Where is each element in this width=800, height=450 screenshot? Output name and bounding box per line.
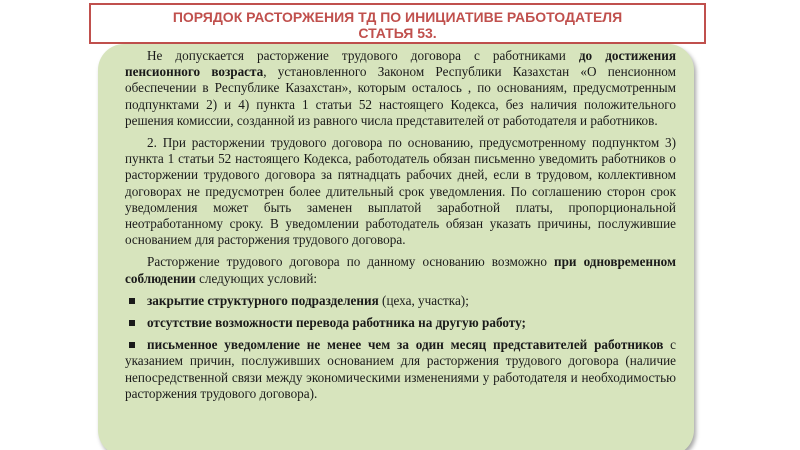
condition-2-bold: отсутствие возможности перевода работника на другую работу; <box>147 315 526 331</box>
paragraph-1-bold: до достижения пенсионного возраста <box>125 48 676 80</box>
paragraph-3-bold: при одновременном соблюдении <box>125 254 676 286</box>
slide-title-box <box>89 3 706 44</box>
list-item <box>125 337 676 402</box>
paragraph-1-text-b: , установленного Законом Республики Казахстан «О пенсионном обеспечении в Республике Казахстан», которым осталось , по основаниям, предусмотренным подпунктами 2) и 4) пункта 1 статьи 52 настоящего Кодекса, без наличия положительного решения комиссии, созданной из равного числа представителей от работодателя и работников. <box>125 64 676 128</box>
square-bullet-icon <box>129 342 135 348</box>
list-item <box>125 315 676 331</box>
condition-3-rest: с указанием причин, послуживших основанием для расторжения трудового договора (наличие непосредственной связи между экономическими изменениями у работодателя и необходимостью расторжения трудового договора). <box>125 337 676 401</box>
list-item <box>125 293 676 309</box>
slide-title-line1: ПОРЯДОК РАСТОРЖЕНИЯ ТД ПО ИНИЦИАТИВЕ РАБОТОДАТЕЛЯ <box>172 9 623 25</box>
condition-1-rest: (цеха, участка); <box>378 292 469 308</box>
slide-title-line2: СТАТЬЯ 53. <box>358 25 437 41</box>
paragraph-3-text-b: следующих условий: <box>195 270 318 286</box>
paragraph-conditions-intro <box>125 254 676 286</box>
paragraph-pension-age <box>125 48 676 129</box>
condition-1-bold: закрытие структурного подразделения <box>147 292 379 308</box>
content-panel <box>98 44 694 450</box>
paragraph-notification: 2. При расторжении трудового договора по основанию, предусмотренному подпунктом 3) пункта 1 статьи 52 настоящего Кодекса, работодатель обязан письменно уведомить работников о расторжении трудового договора за пятнадцать рабочих дней, если в трудовом, коллективном договорах не предусмотрен более длительный срок уведомления. По соглашению сторон срок уведомления может быть заменен выплатой заработной платы, пропорциональной неотработанному сроку. В уведомлении работодатель обязан указать причины, послужившие основанием для расторжения трудового договора. <box>125 135 676 248</box>
square-bullet-icon <box>129 320 135 326</box>
square-bullet-icon <box>129 298 135 304</box>
paragraph-1-text-a: Не допускается расторжение трудового договора с работниками <box>147 48 579 63</box>
condition-3-bold: письменное уведомление не менее чем за один месяц представителей работников <box>147 337 664 353</box>
paragraph-3-text-a: Расторжение трудового договора по данному основанию возможно <box>147 254 554 270</box>
